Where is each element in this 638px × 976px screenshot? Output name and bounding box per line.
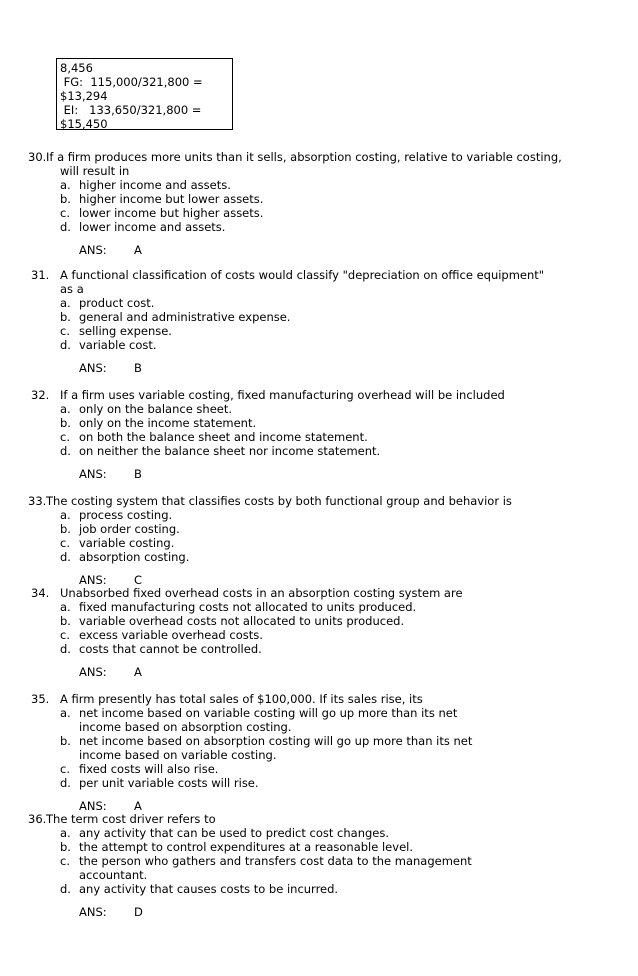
option-text: per unit variable costs will rise.: [79, 776, 259, 790]
option-text: absorption costing.: [79, 550, 190, 564]
option-letter: a.: [60, 178, 71, 192]
option-letter: c.: [60, 206, 70, 220]
answer-value: A: [134, 665, 142, 679]
question-stem: will result in: [60, 164, 130, 178]
option-letter: b.: [60, 614, 71, 628]
option-letter: b.: [60, 192, 71, 206]
calc-line: EI: 133,650/321,800 =: [60, 103, 202, 117]
option-letter: a.: [60, 508, 71, 522]
option-letter: c.: [60, 628, 70, 642]
option-letter: c.: [60, 854, 70, 868]
question-number: 36.: [28, 812, 47, 826]
question-number: 32.: [31, 388, 50, 402]
option-text: variable overhead costs not allocated to units produced.: [79, 614, 405, 628]
calc-line: $15,450: [60, 117, 108, 131]
option-text: the person who gathers and transfers cost data to the management: [79, 854, 472, 868]
option-letter: d.: [60, 882, 71, 896]
option-letter: b.: [60, 734, 71, 748]
option-text: any activity that can be used to predict cost changes.: [79, 826, 390, 840]
option-text: product cost.: [79, 296, 155, 310]
answer-value: D: [134, 905, 143, 919]
option-letter: d.: [60, 220, 71, 234]
option-text: excess variable overhead costs.: [79, 628, 263, 642]
option-letter: c.: [60, 430, 70, 444]
option-text: higher income but lower assets.: [79, 192, 264, 206]
question-stem: If a firm uses variable costing, fixed manufacturing overhead will be included: [60, 388, 505, 402]
answer-label: ANS:: [79, 467, 107, 481]
option-text: on neither the balance sheet nor income statement.: [79, 444, 381, 458]
question-stem: The term cost driver refers to: [46, 812, 216, 826]
question-number: 35.: [31, 692, 50, 706]
option-letter: d.: [60, 444, 71, 458]
question-number: 34.: [31, 586, 50, 600]
option-text: job order costing.: [79, 522, 180, 536]
option-text: on both the balance sheet and income statement.: [79, 430, 368, 444]
question-stem: A firm presently has total sales of $100,000. If its sales rise, its: [60, 692, 423, 706]
option-text: costs that cannot be controlled.: [79, 642, 262, 656]
option-letter: d.: [60, 550, 71, 564]
option-text: selling expense.: [79, 324, 172, 338]
option-text: variable cost.: [79, 338, 157, 352]
option-text: only on the balance sheet.: [79, 402, 233, 416]
option-text: net income based on absorption costing will go up more than its net: [79, 734, 473, 748]
option-letter: a.: [60, 600, 71, 614]
answer-label: ANS:: [79, 905, 107, 919]
option-text: only on the income statement.: [79, 416, 257, 430]
option-letter: c.: [60, 324, 70, 338]
option-text: accountant.: [79, 868, 148, 882]
calc-line: 8,456: [60, 61, 93, 75]
option-text: higher income and assets.: [79, 178, 231, 192]
question-stem: The costing system that classifies costs by both functional group and behavior is: [46, 494, 512, 508]
option-letter: b.: [60, 310, 71, 324]
option-letter: d.: [60, 642, 71, 656]
option-letter: d.: [60, 338, 71, 352]
option-text: fixed manufacturing costs not allocated to units produced.: [79, 600, 417, 614]
option-letter: a.: [60, 296, 71, 310]
question-number: 30.: [28, 150, 47, 164]
option-letter: a.: [60, 826, 71, 840]
answer-value: A: [134, 799, 142, 813]
answer-value: B: [134, 467, 142, 481]
option-text: income based on absorption costing.: [79, 720, 292, 734]
option-text: net income based on variable costing will go up more than its net: [79, 706, 458, 720]
option-text: lower income but higher assets.: [79, 206, 264, 220]
option-text: variable costing.: [79, 536, 175, 550]
option-text: fixed costs will also rise.: [79, 762, 219, 776]
calculation-box: [56, 58, 233, 130]
option-text: general and administrative expense.: [79, 310, 291, 324]
answer-label: ANS:: [79, 361, 107, 375]
answer-label: ANS:: [79, 665, 107, 679]
answer-value: A: [134, 243, 142, 257]
option-letter: b.: [60, 840, 71, 854]
calc-line: FG: 115,000/321,800 =: [60, 75, 203, 89]
option-letter: a.: [60, 706, 71, 720]
option-letter: d.: [60, 776, 71, 790]
question-stem: as a: [60, 282, 84, 296]
question-number: 33.: [28, 494, 47, 508]
option-text: process costing.: [79, 508, 173, 522]
answer-label: ANS:: [79, 573, 107, 587]
question-stem: If a firm produces more units than it sells, absorption costing, relative to variable costing,: [46, 150, 562, 164]
option-letter: b.: [60, 416, 71, 430]
option-text: any activity that causes costs to be incurred.: [79, 882, 339, 896]
option-letter: c.: [60, 536, 70, 550]
calc-line: $13,294: [60, 89, 108, 103]
answer-label: ANS:: [79, 799, 107, 813]
answer-value: C: [134, 573, 143, 587]
question-stem: A functional classification of costs would classify "depreciation on office equipment": [60, 268, 545, 282]
answer-label: ANS:: [79, 243, 107, 257]
option-text: income based on variable costing.: [79, 748, 277, 762]
answer-value: B: [134, 361, 142, 375]
option-letter: a.: [60, 402, 71, 416]
option-text: the attempt to control expenditures at a reasonable level.: [79, 840, 413, 854]
question-stem: Unabsorbed fixed overhead costs in an absorption costing system are: [60, 586, 463, 600]
option-letter: b.: [60, 522, 71, 536]
option-text: lower income and assets.: [79, 220, 226, 234]
option-letter: c.: [60, 762, 70, 776]
question-number: 31.: [31, 268, 50, 282]
